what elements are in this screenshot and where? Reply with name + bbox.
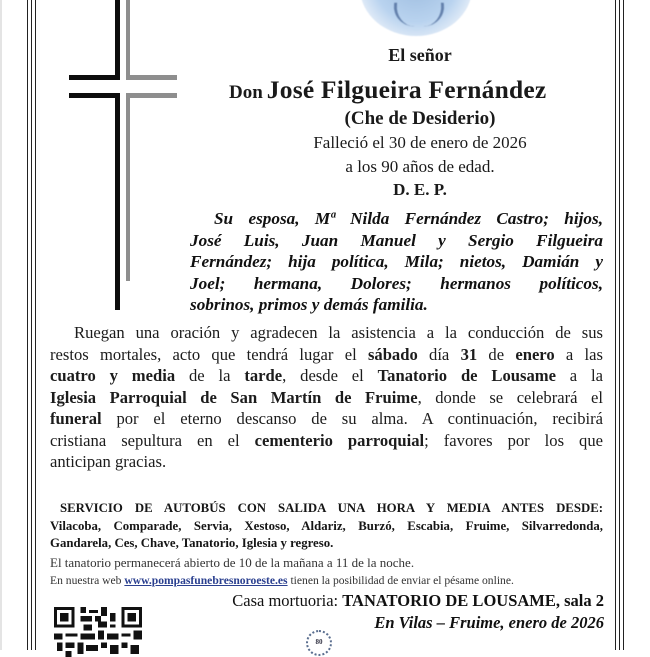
- ceremony-line: restos mortales, acto que tendrá lugar el sábado día 31 de enero a las: [50, 344, 603, 364]
- family-list: [190, 208, 603, 316]
- left-border-line: [31, 0, 32, 650]
- nickname: (Che de Desiderio): [344, 108, 496, 129]
- ceremony-line: Iglesia Parroquial de San Martín de Fruime, donde se celebrará el: [50, 387, 603, 407]
- family-line: José Luis, Juan Manuel y Sergio Filgueira: [190, 230, 603, 250]
- deceased-name: José Filgueira Fernández: [266, 75, 547, 104]
- seal-emblem-icon: 80: [306, 630, 332, 656]
- opening-hours: El tanatorio permanecerá abierto de 10 de la mañana a 11 de la noche.: [50, 555, 415, 570]
- left-border-line: [35, 0, 36, 650]
- family-line: Fernández; hija política, Mila; nietos, Damián y: [190, 252, 603, 271]
- right-border-line: [619, 0, 620, 650]
- age: a los 90 años de edad.: [345, 157, 495, 176]
- web-note: En nuestra web www.pompasfunebresnoroeste.es tienen la posibilidad de enviar el pésame online.: [50, 574, 514, 587]
- right-border-line: [615, 0, 616, 650]
- ceremony-paragraph: [50, 322, 603, 473]
- family-line: sobrinos, primos y demás familia.: [190, 295, 428, 314]
- ceremony-line: cristiana sepultura en el cementerio parroquial; favores por los que: [50, 430, 603, 450]
- right-border-line: [623, 0, 624, 650]
- bus-heading: SERVICIO DE AUTOBÚS CON SALIDA UNA HORA Y MEDIA ANTES DESDE:: [60, 501, 603, 515]
- left-border-line: [27, 0, 28, 650]
- ceremony-line: Ruegan una oración y agradecen la asistencia a la conducción de sus: [74, 323, 603, 342]
- mortuary-location: Casa mortuoria: TANATORIO DE LOUSAME, sala 2: [232, 591, 604, 610]
- portrait-photo: [360, 0, 472, 36]
- deceased-name-block: [229, 75, 546, 105]
- family-line: Su esposa, Mª Nilda Fernández Castro; hijos,: [214, 209, 603, 228]
- honorific: Don: [229, 82, 263, 103]
- bus-stops: Vilacoba, Comparade, Servia, Xestoso, Aldariz, Burzó, Escabia, Fruime, Silvarredonda,: [50, 518, 603, 533]
- family-line: Joel; hermana, Dolores; hermanos políticos,: [190, 273, 603, 293]
- rip-text: D. E. P.: [393, 180, 447, 199]
- ceremony-line: cuatro y media de la tarde, desde el Tanatorio de Lousame a la: [50, 366, 603, 385]
- ceremony-line: funeral por el eterno descanso de su alma. A continuación, recibirá: [50, 409, 603, 428]
- bus-service: [50, 500, 603, 553]
- place-date: En Vilas – Fruime, enero de 2026: [374, 613, 604, 632]
- page-edge: [0, 0, 2, 650]
- salutation: El señor: [388, 45, 452, 65]
- bus-stops: Gandarela, Ces, Chave, Tanatorio, Iglesia y regreso.: [50, 536, 334, 550]
- death-date: Falleció el 30 de enero de 2026: [313, 133, 527, 152]
- website-link[interactable]: www.pompasfunebresnoroeste.es: [124, 574, 288, 587]
- ceremony-line: anticipan gracias.: [50, 452, 167, 471]
